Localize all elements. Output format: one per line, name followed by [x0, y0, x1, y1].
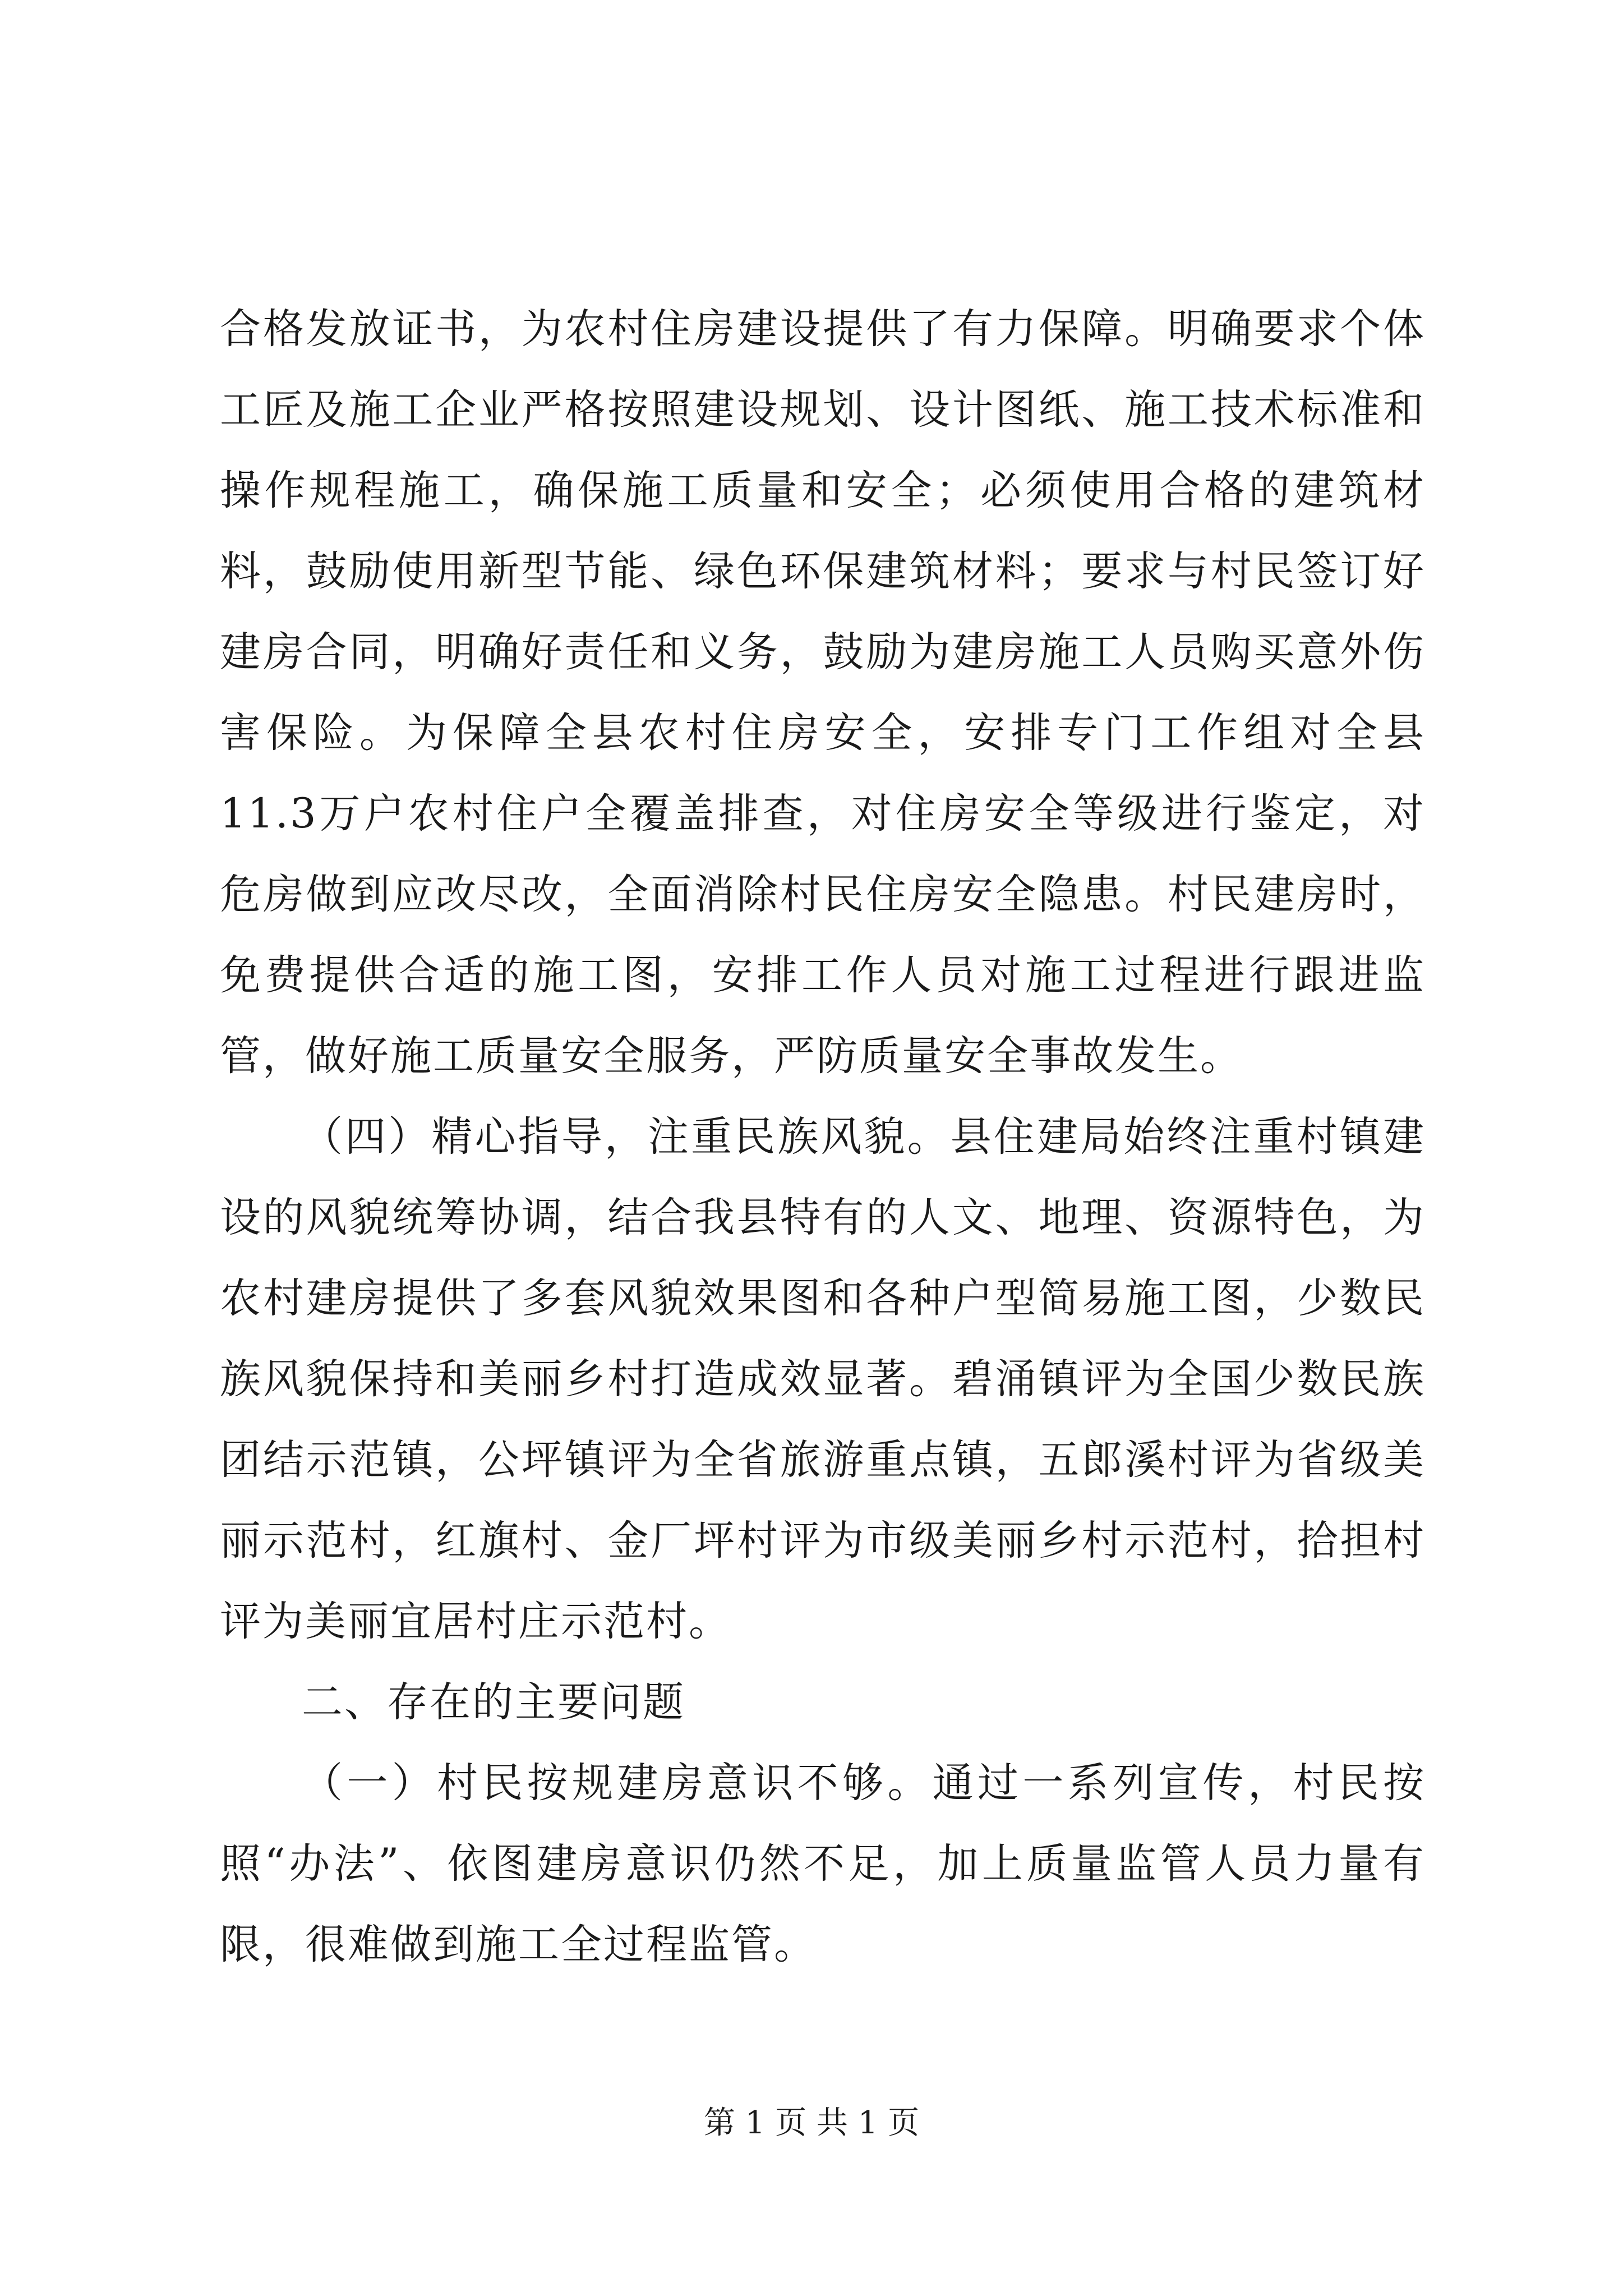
paragraph-problem-one: （一）村民按规建房意识不够。通过一系列宣传，村民按照“办法”、依图建房意识仍然不足，加上质量监管人员力量有限，很难做到施工全过程监管。 [220, 1759, 1426, 1968]
document-body [220, 289, 1426, 1985]
page-number-footer: 第 1 页 共 1 页 [703, 2105, 920, 2141]
paragraph-continuation: 合格发放证书，为农村住房建设提供了有力保障。明确要求个体工匠及施工企业严格按照建设规划、设计图纸、施工技术标准和操作规程施工，确保施工质量和安全；必须使用合格的建筑材料，鼓励使用新型节能、绿色环保建筑材料；要求与村民签订好建房合同，明确好责任和义务，鼓励为建房施工人员购买意外伤害保险。为保障全县农村住房安全，安排专门工作组对全县11.3万户农村住户全覆盖排查，对住房安全等级进行鉴定，对危房做到应改尽改，全面消除村民住房安全隐患。村民建房时，免费提供合适的施工图，安排工作人员对施工过程进行跟进监管，做好施工质量安全服务，严防质量安全事故发生。 [220, 305, 1426, 1080]
paragraph-section-four: （四）精心指导，注重民族风貌。县住建局始终注重村镇建设的风貌统筹协调，结合我县特有的人文、地理、资源特色，为农村建房提供了多套风貌效果图和各种户型简易施工图，少数民族风貌保持和美丽乡村打造成效显著。碧涌镇评为全国少数民族团结示范镇，公坪镇评为全省旅游重点镇，五郎溪村评为省级美丽示范村，红旗村、金厂坪村评为市级美丽乡村示范村，拾担村评为美丽宜居村庄示范村。 [220, 1113, 1426, 1645]
section-heading: 二、存在的主要问题 [302, 1678, 685, 1726]
